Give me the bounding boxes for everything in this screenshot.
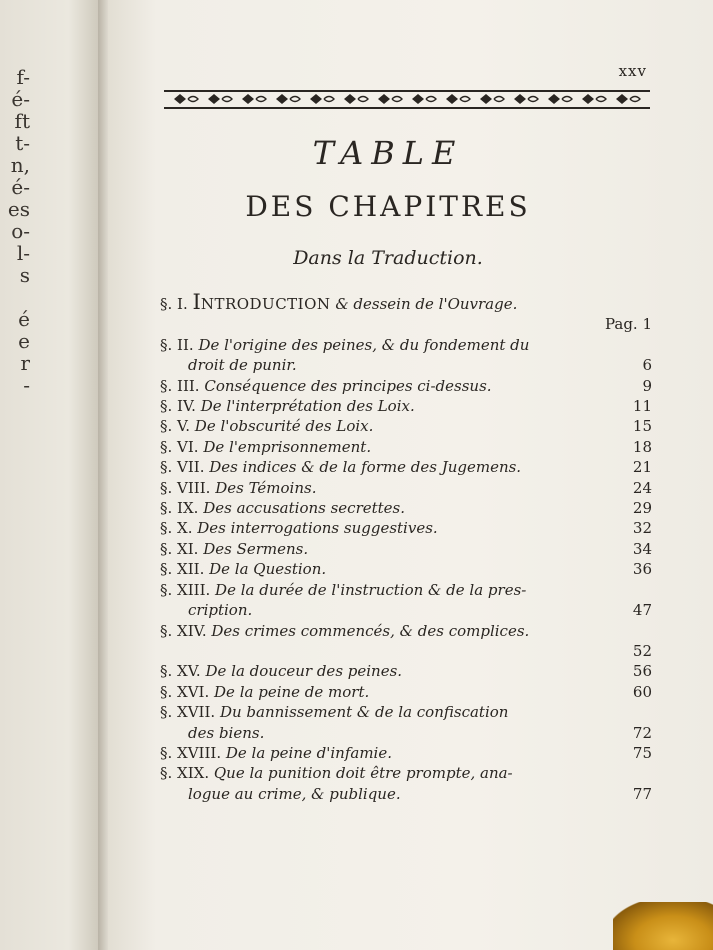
entry-page: 11 (632, 397, 652, 416)
left-fragment: f- (16, 66, 30, 88)
entry-line (160, 518, 652, 538)
entry-title: De la peine d'infamie. (225, 743, 392, 762)
entry-line (160, 416, 652, 436)
section-heading: Dans la Traduction. (293, 247, 483, 269)
toc-entry-intro (160, 292, 652, 335)
left-fragment: n, (10, 154, 30, 176)
entry-continuation (160, 641, 652, 661)
entry-line (160, 478, 652, 498)
entry-title: De la durée de l'instruction & de la pres- (215, 580, 527, 599)
contents-list (160, 292, 652, 804)
toc-entry (160, 702, 652, 743)
toc-entry (160, 437, 652, 457)
entry-title: Des interrogations suggestives. (197, 519, 438, 538)
entry-number: §. II. (160, 335, 194, 354)
left-fragment: - (23, 374, 30, 396)
entry-line (160, 437, 652, 457)
entry-page: 6 (642, 356, 652, 375)
entry-number: §. XVIII. (160, 743, 222, 762)
left-fragment (0, 286, 30, 308)
entry-continuation (160, 600, 652, 620)
toc-entry (160, 518, 652, 538)
entry-line (160, 763, 652, 783)
entry-line (160, 682, 652, 702)
toc-entry (160, 457, 652, 477)
entry-page: 36 (632, 560, 652, 579)
entry-title: & dessein de l'Ouvrage. (335, 295, 518, 313)
left-page (0, 0, 98, 950)
entry-title: De la peine de mort. (214, 682, 370, 701)
left-fragment: o- (11, 220, 30, 242)
entry-number: §. I. (160, 295, 188, 313)
entry-number: §. XIX. (160, 764, 210, 783)
left-fragment: es (7, 198, 30, 220)
entry-title: Des Témoins. (215, 478, 317, 497)
entry-page: 24 (632, 478, 652, 497)
entry-page: 75 (632, 743, 652, 762)
page-number: xxv (618, 62, 647, 80)
left-fragment: ft (14, 110, 30, 132)
toc-entry (160, 396, 652, 416)
entry-title: De l'emprisonnement. (203, 437, 372, 456)
entry-continuation (160, 784, 652, 804)
entry-page: 56 (632, 662, 652, 681)
entry-title: Des accusations secrettes. (203, 499, 406, 518)
entry-title: De l'origine des peines, & du fondement du (198, 335, 530, 354)
entry-title: De la Question. (209, 560, 327, 579)
entry-line (160, 621, 652, 641)
toc-entry (160, 621, 652, 662)
entry-number: §. XVI. (160, 682, 210, 701)
entry-line (160, 539, 652, 559)
entry-number: §. III. (160, 376, 200, 395)
entry-title-continued: des biens. (188, 723, 265, 742)
entry-page: 32 (632, 519, 652, 538)
entry-list (160, 335, 652, 804)
entry-number: §. V. (160, 417, 191, 436)
entry-page: 52 (632, 641, 652, 660)
entry-page: 29 (632, 499, 652, 518)
left-fragment: é- (11, 176, 30, 198)
toc-entry (160, 763, 652, 804)
entry-page: Pag. 1 (604, 315, 652, 334)
entry-page: 77 (632, 784, 652, 803)
toc-entry (160, 559, 652, 579)
toc-entry (160, 335, 652, 376)
entry-title: Des indices & de la forme des Jugemens. (209, 458, 522, 477)
entry-page: 34 (632, 539, 652, 558)
entry-page: 15 (632, 417, 652, 436)
entry-page: 72 (632, 723, 652, 742)
entry-continuation (160, 355, 652, 375)
entry-page: 47 (632, 601, 652, 620)
entry-number: §. X. (160, 519, 193, 538)
entry-title: De la douceur des peines. (205, 662, 403, 681)
left-fragment: l- (16, 242, 30, 264)
toc-entry (160, 661, 652, 681)
toc-entry (160, 376, 652, 396)
entry-line (160, 661, 652, 681)
left-fragment: e (18, 330, 30, 352)
entry-title: De l'obscurité des Loix. (194, 417, 374, 436)
entry-page: 9 (642, 376, 652, 395)
metal-clip (613, 902, 713, 950)
entry-line (160, 498, 652, 518)
left-page-text-fragments (0, 66, 30, 396)
toc-entry (160, 539, 652, 559)
entry-title-continued: cription. (188, 601, 253, 620)
page-title: TABLE (312, 134, 464, 172)
entry-number: §. XVII. (160, 703, 216, 722)
entry-line (160, 396, 652, 416)
left-fragment: é (18, 308, 30, 330)
left-fragment: s (19, 264, 30, 286)
entry-title: Du bannissement & de la confiscation (219, 703, 509, 722)
entry-line (160, 580, 652, 600)
entry-page: 18 (632, 437, 652, 456)
right-page (108, 0, 713, 950)
entry-number: §. VIII. (160, 478, 211, 497)
entry-title: Conséquence des principes ci-dessus. (204, 376, 492, 395)
entry-line (160, 376, 652, 396)
page-subtitle: DES CHAPITRES (245, 190, 531, 223)
entry-number: §. IX. (160, 499, 199, 518)
book-gutter (98, 0, 108, 950)
entry-title: Que la punition doit être prompte, ana- (213, 764, 513, 783)
toc-entry (160, 682, 652, 702)
entry-continuation (160, 723, 652, 743)
entry-number: §. XII. (160, 560, 205, 579)
intro-capital: I (192, 290, 201, 314)
entry-line (160, 702, 652, 722)
entry-number: §. XIII. (160, 580, 211, 599)
entry-number: §. VI. (160, 437, 199, 456)
left-fragment: t- (15, 132, 30, 154)
entry-number: §. XV. (160, 662, 201, 681)
entry-number: §. VII. (160, 458, 205, 477)
entry-page: 60 (632, 682, 652, 701)
entry-line (160, 559, 652, 579)
toc-entry (160, 478, 652, 498)
entry-title: Des crimes commencés, & des complices. (211, 621, 530, 640)
intro-small-caps: NTRODUCTION (200, 295, 331, 313)
entry-number: §. XIV. (160, 621, 207, 640)
toc-entry (160, 416, 652, 436)
entry-line (160, 335, 652, 355)
left-fragment: é- (11, 88, 30, 110)
entry-line (160, 457, 652, 477)
toc-entry (160, 498, 652, 518)
entry-title-continued: droit de punir. (188, 356, 297, 375)
entry-title-continued: logue au crime, & publique. (188, 784, 401, 803)
entry-line (160, 743, 652, 763)
entry-title: De l'interprétation des Loix. (200, 397, 415, 416)
left-fragment: r (20, 352, 30, 374)
entry-number: §. XI. (160, 539, 199, 558)
toc-entry (160, 743, 652, 763)
entry-number: §. IV. (160, 397, 196, 416)
entry-page: 21 (632, 458, 652, 477)
entry-title: Des Sermens. (203, 539, 309, 558)
toc-entry (160, 580, 652, 621)
ornament-border (164, 88, 650, 110)
